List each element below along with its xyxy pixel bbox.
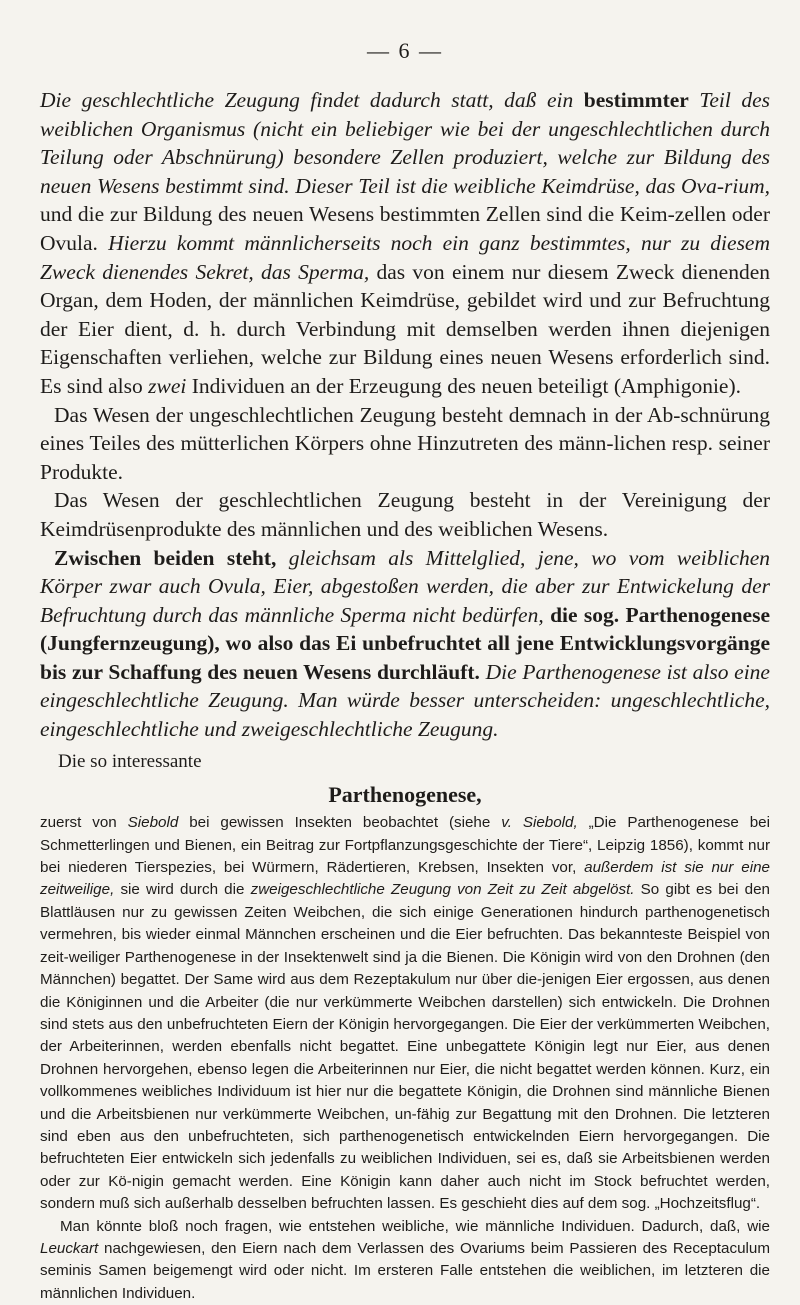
paragraph-asexual-definition: Das Wesen der ungeschlechtlichen Zeugung besteht demnach in der Ab-schnürung eines Teiles des mütterlichen Körpers ohne Hinzutreten des männ-lichen resp. seiner Produkte. — [40, 402, 770, 484]
paragraph-parthenogenesis-details — [40, 812, 770, 1215]
text-segment: außerdem ist sie nur eine zeitweilige, — [40, 859, 770, 899]
text-segment: und die zur Bildung des neuen Wesens bestimmten Zellen sind die Keim-zellen oder Ovula. — [40, 202, 770, 255]
text-segment: gleichsam als Mittelglied, jene, wo vom weiblichen Körper zwar auch Ovula, Eier, abgestoßen werden, die aber zur Entwickelung der Befruchtung durch das männliche Sperma nicht bedürfen, — [40, 545, 770, 627]
text-segment: zuerst von — [40, 814, 128, 832]
page-number: — 6 — — [367, 38, 443, 63]
text-segment: Die Parthenogenese ist also eine eingeschlechtliche Zeugung. Man würde besser unterscheiden: ungeschlechtliche, eingeschlechtliche und zweigeschlechtliche Zeugung. — [40, 659, 770, 742]
text-segment: bestimmter — [583, 88, 689, 112]
text-segment: zweigeschlechtliche Zeugung von Zeit zu Zeit abgelöst. — [250, 881, 635, 899]
text-segment: So gibt es bei den Blattläusen nur zu gewissen Zeiten Weibchen, die sich einige Generationen hindurch parthenogenetisch vermehren, bis wieder einmal Männchen erscheinen und die Eier befruchten. Das bekannteste Beispiel von zeit-weiliger Parthenogenese in der Insektenwelt sind ja die Bienen. Die Königin wird von den Drohnen (den Männchen) begattet. Der Same wird aus dem Rezeptakulum nur über die-jenigen Eier ergossen, aus denen die Königinnen und die Arbeiter (die nur verkümmerte Weibchen darstellen) sich entwickeln. Die Drohnen sind stets aus den unbefruchteten Eiern der Königin hervorgegangen. Die Eier der verkümmerten Weibchen, der Arbeiterinnen, werden ebenfalls nicht begattet. Eine unbegattete Königin legt nur Eier, aus denen Drohnen hervorgehen, ebenso legen die Arbeiterinnen nur Eier, die nicht begattet werden können. Kurz, ein vollkommenes weibliches Individuum ist hier nur die begattete Königin, die Drohnen sind männliche Bienen und die Arbeitsbienen nur verkümmerte Weibchen, un-fähig zur Begattung mit den Drohnen. Die letzteren sind eben aus den unbefruchteten, sich parthenogenetisch entwickelnden Eiern hervorgegangen. Die befruchteten Eier entwickeln sich jedenfalls zu weiblichen Individuen, sei es, daß sie Arbeitsbienen werden oder zur Kö-nigin gemacht werden. Eine Königin kann daher auch nicht im Stock befruchtet werden, sondern muß sich außerhalb desselben befruchten lassen. Es geschieht dies auf dem sog. „Hochzeitsflug“. — [40, 881, 770, 1213]
text-segment: sie wird durch die — [114, 881, 251, 899]
text-segment: Hierzu kommt männlicherseits noch ein ganz bestimmtes, nur zu diesem Zweck dienendes Sekret, das Sperma, — [40, 230, 771, 284]
text-segment: nachgewiesen, den Eiern nach dem Verlassen des Ovariums beim Passieren des Receptaculum seminis Samen beigemengt wird oder nicht. Im ersteren Falle entstehen die weiblichen, im letzteren die männlichen Individuen. — [40, 1239, 770, 1302]
text-segment: bei gewissen Insekten beobachtet (siehe — [178, 814, 502, 832]
text-segment: Leuckart — [40, 1239, 99, 1257]
text-segment: „Die Parthenogenese bei Schmetterlingen und Bienen, ein Beitrag zur Fortpflanzungsgeschichte der Tiere“, Leipzig 1856), kommt nur bei niederen Tierspezies, bei Würmern, Rädertieren, Krebsen, Insekten vor, — [40, 814, 770, 877]
section-heading: Parthenogenese, — [328, 782, 482, 808]
paragraph-sexual-definition: Das Wesen der geschlechtlichen Zeugung besteht in der Vereinigung der Keimdrüsenprodukte des männlichen und des weiblichen Wesens. — [40, 488, 770, 541]
text-segment: Zwischen beiden steht, — [54, 545, 289, 570]
text-segment: Teil des weiblichen Organismus (nicht ein beliebiger wie bei der ungeschlechtlichen durch Teilung oder Abschnürung) besondere Zellen produziert, welche zur Bildung des neuen Wesens bestimmt sind. Dieser Teil ist die weibliche Keimdrüse, das Ova-rium, — [40, 88, 771, 198]
paragraph-sexual-reproduction — [40, 86, 770, 401]
intro-line: Die so interessante — [58, 750, 202, 772]
text-segment: die sog. Parthenogenese (Jungfernzeugung), wo also das Ei unbefruchtet all jene Entwicklungsvorgänge bis zur Schaffung des neuen Wesens durchläuft. — [40, 602, 770, 684]
text-segment: das von einem nur diesem Zweck dienenden Organ, dem Hoden, der männlichen Keimdrüse, gebildet wird und zur Befruchtung der Eier dient, d. h. durch Verbindung mit demselben werden ihnen diejenigen Eigenschaften verliehen, welche zur Bildung eines neuen Wesens erforderlich sind. Es sind also — [40, 259, 770, 398]
text-segment: Die geschlechtliche Zeugung findet dadurch statt, daß ein — [40, 88, 584, 112]
paragraph-sex-determination — [40, 1216, 770, 1305]
paragraph-parthenogenesis-intro — [40, 544, 770, 744]
text-segment: Individuen an der Erzeugung des neuen beteiligt (Amphigonie). — [186, 373, 741, 398]
text-segment: zwei — [148, 373, 187, 398]
text-segment: v. Siebold, — [501, 814, 578, 832]
text-segment: Man könnte bloß noch fragen, wie entstehen weibliche, wie männliche Individuen. Dadurch, daß, wie — [60, 1217, 770, 1235]
text-segment: Siebold — [127, 814, 179, 832]
